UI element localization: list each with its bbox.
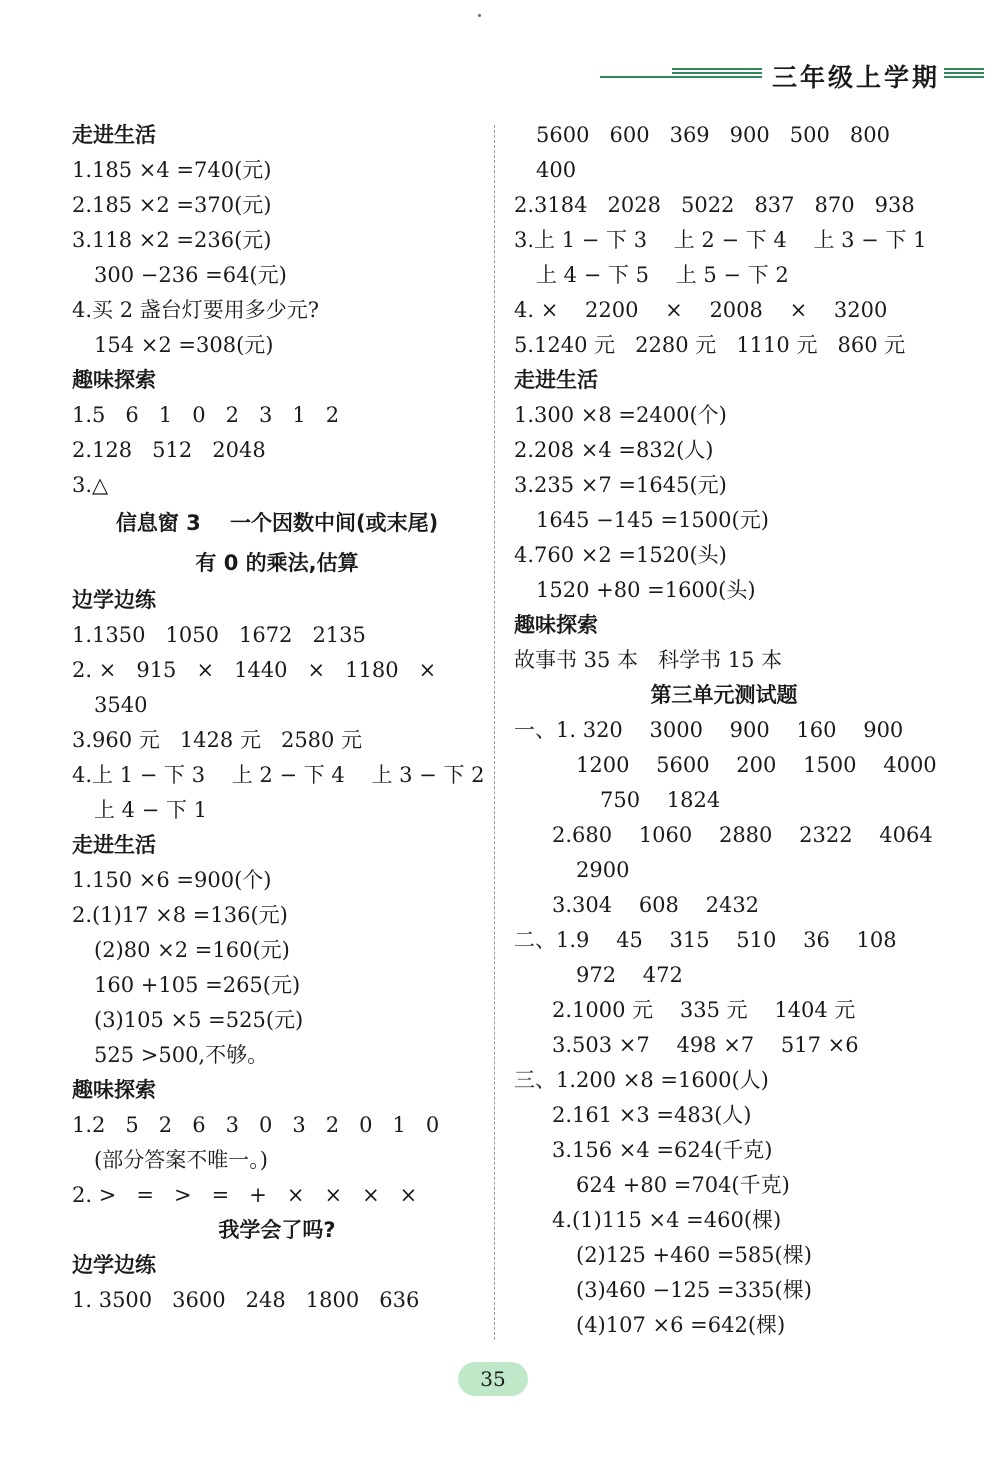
answer-line: 3.304 608 2432	[552, 893, 760, 917]
answer-line: 5.1240 元 2280 元 1110 元 860 元	[514, 333, 906, 357]
answer-line: 4.上 1 − 下 3 上 2 − 下 4 上 3 − 下 2	[72, 763, 485, 787]
section-heading: 趣味探索	[72, 1078, 156, 1102]
section-heading: 走进生活	[72, 123, 156, 147]
answer-line: 1520 +80 =1600(头)	[536, 578, 756, 602]
answer-line: (2)80 ×2 =160(元)	[94, 938, 290, 962]
answer-line: 400	[536, 158, 577, 182]
answer-line: (3)460 −125 =335(棵)	[576, 1278, 812, 1302]
answer-line: (4)107 ×6 =642(棵)	[576, 1313, 786, 1337]
section-heading: 趣味探索	[72, 368, 156, 392]
answer-line: 4.(1)115 ×4 =460(棵)	[552, 1208, 782, 1232]
answer-line: 3.上 1 − 下 3 上 2 − 下 4 上 3 − 下 1	[514, 228, 927, 252]
answer-line: 5600 600 369 900 500 800	[536, 123, 890, 147]
answer-line: 525 >500,不够。	[94, 1043, 269, 1067]
answer-line: 1.1350 1050 1672 2135	[72, 623, 366, 647]
answer-line: 3.503 ×7 498 ×7 517 ×6	[552, 1033, 859, 1057]
answer-line: 972 472	[576, 963, 683, 987]
answer-line: 3.△	[72, 473, 109, 497]
answer-line: 1.5 6 1 0 2 3 1 2	[72, 403, 340, 427]
section-heading: 有 0 的乘法,估算	[195, 551, 359, 575]
answer-line: 2.185 ×2 =370(元)	[72, 193, 272, 217]
answer-line: 4. × 2200 × 2008 × 3200	[514, 298, 888, 322]
answer-line: 2900	[576, 858, 630, 882]
answer-line: 1200 5600 200 1500 4000	[576, 753, 937, 777]
answer-line: 2.1000 元 335 元 1404 元	[552, 998, 856, 1022]
answer-line: 一、1. 320 3000 900 160 900	[514, 718, 904, 742]
header-rule-right	[944, 68, 984, 78]
answer-line: 3.235 ×7 =1645(元)	[514, 473, 727, 497]
answer-line: 2.208 ×4 =832(人)	[514, 438, 714, 462]
answer-line: 1.150 ×6 =900(个)	[72, 868, 272, 892]
answer-line: 2. × 915 × 1440 × 1180 ×	[72, 658, 437, 682]
answer-line: 300 −236 =64(元)	[94, 263, 287, 287]
answer-line: 1.2 5 2 6 3 0 3 2 0 1 0	[72, 1113, 440, 1137]
answer-line: 故事书 35 本 科学书 15 本	[514, 648, 783, 672]
answer-line: 2. > = > = + × × × ×	[72, 1183, 418, 1207]
answer-line: 1.300 ×8 =2400(个)	[514, 403, 727, 427]
answer-line: 4.760 ×2 =1520(头)	[514, 543, 727, 567]
answer-line: (3)105 ×5 =525(元)	[94, 1008, 304, 1032]
column-divider	[494, 125, 496, 1340]
answer-line: 160 +105 =265(元)	[94, 973, 301, 997]
answer-line: 2.680 1060 2880 2322 4064	[552, 823, 933, 847]
page-number: 35	[458, 1362, 528, 1396]
header-rule-left	[672, 68, 762, 78]
answer-line: 750 1824	[600, 788, 721, 812]
answer-line: 3540	[94, 693, 148, 717]
answer-line: 154 ×2 =308(元)	[94, 333, 274, 357]
answer-line: 2.(1)17 ×8 =136(元)	[72, 903, 288, 927]
section-heading: 第三单元测试题	[650, 683, 798, 707]
answer-line: 二、1.9 45 315 510 36 108	[514, 928, 897, 952]
answer-line: 2.3184 2028 5022 837 870 938	[514, 193, 915, 217]
answer-line: 1. 3500 3600 248 1800 636	[72, 1288, 420, 1312]
answer-line: 4.买 2 盏台灯要用多少元?	[72, 298, 320, 322]
answer-line: 上 4 − 下 5 上 5 − 下 2	[536, 263, 789, 287]
answer-line: (部分答案不唯一。)	[94, 1148, 268, 1172]
answer-line: 3.960 元 1428 元 2580 元	[72, 728, 363, 752]
answer-line: 624 +80 =704(千克)	[576, 1173, 790, 1197]
right-column	[514, 118, 937, 1343]
section-heading: 走进生活	[72, 833, 156, 857]
answer-line: 1645 −145 =1500(元)	[536, 508, 769, 532]
left-column	[72, 118, 485, 1318]
answer-line: 上 4 − 下 1	[94, 798, 208, 822]
section-heading: 走进生活	[514, 368, 598, 392]
answer-line: 2.161 ×3 =483(人)	[552, 1103, 752, 1127]
answer-line: 3.156 ×4 =624(千克)	[552, 1138, 773, 1162]
answer-line: (2)125 +460 =585(棵)	[576, 1243, 812, 1267]
section-heading: 边学边练	[72, 588, 156, 612]
answer-line: 三、1.200 ×8 =1600(人)	[514, 1068, 769, 1092]
print-dot	[478, 14, 481, 17]
section-heading: 趣味探索	[514, 613, 598, 637]
grade-title: 三年级上学期	[772, 63, 941, 92]
section-heading: 边学边练	[72, 1253, 156, 1277]
answer-line: 2.128 512 2048	[72, 438, 266, 462]
section-heading: 信息窗 3 一个因数中间(或末尾)	[115, 511, 439, 535]
answer-line: 3.118 ×2 =236(元)	[72, 228, 272, 252]
answer-line: 1.185 ×4 =740(元)	[72, 158, 272, 182]
section-heading: 我学会了吗?	[218, 1218, 336, 1242]
